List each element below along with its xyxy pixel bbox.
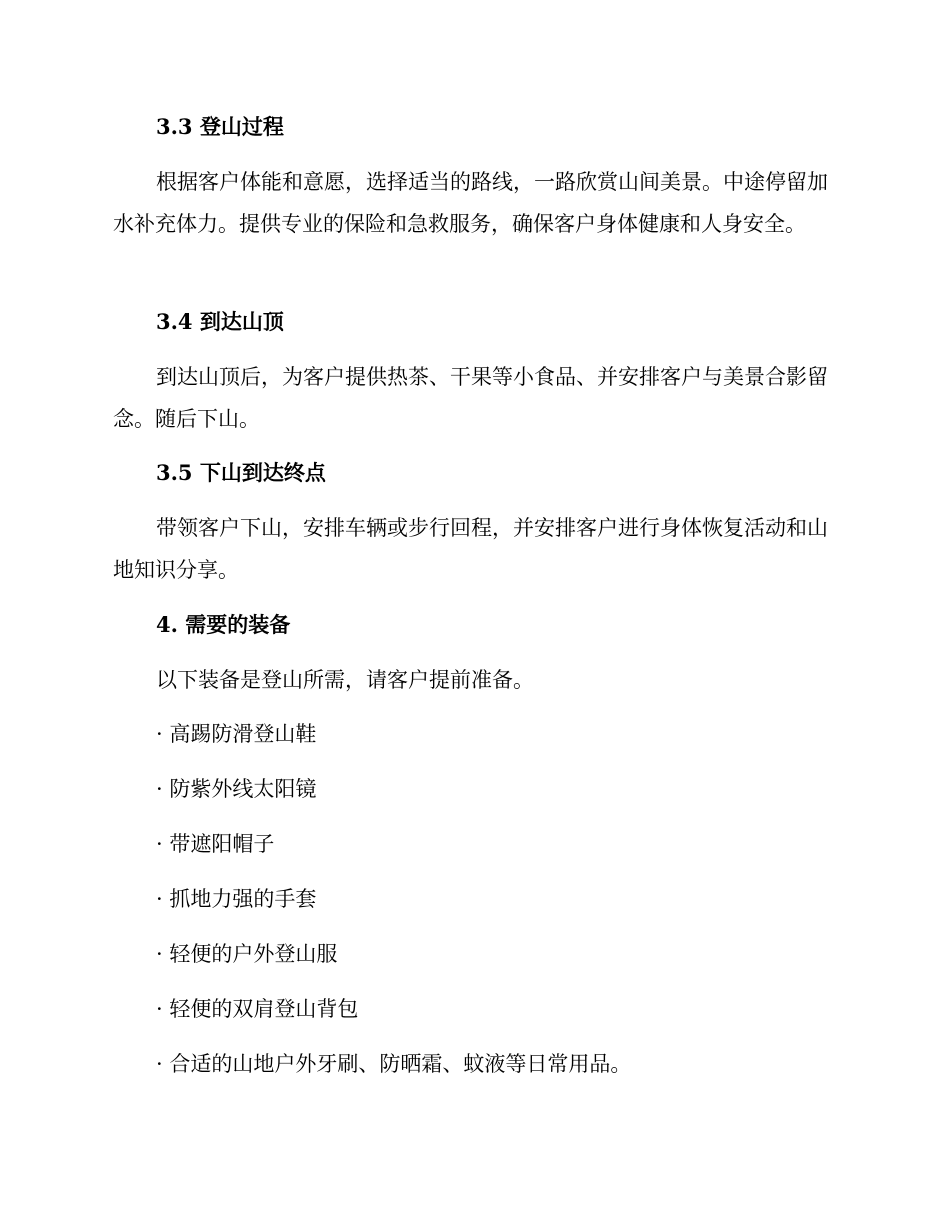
list-item: · 高踢防滑登山鞋 (156, 722, 317, 746)
list-item: · 带遮阳帽子 (156, 832, 275, 856)
section-paragraph-4: 以下装备是登山所需，请客户提前准备。 (156, 668, 534, 692)
list-item: · 轻便的户外登山服 (156, 942, 338, 966)
section-heading-3-4: 3.4 到达山顶 (156, 309, 284, 334)
section-paragraph-3-5: 带领客户下山，安排车辆或步行回程，并安排客户进行身体恢复活动和山地知识分享。 (113, 516, 828, 582)
list-item: · 抓地力强的手套 (156, 887, 317, 911)
list-item: · 轻便的双肩登山背包 (156, 997, 359, 1021)
section-heading-3-5: 3.5 下山到达终点 (156, 460, 326, 485)
section-paragraph-3-4: 到达山顶后，为客户提供热茶、干果等小食品、并安排客户与美景合影留念。随后下山。 (113, 365, 828, 431)
list-item: · 防紫外线太阳镜 (156, 777, 317, 801)
list-item: · 合适的山地户外牙刷、防晒霜、蚊液等日常用品。 (156, 1052, 632, 1076)
section-heading-4: 4. 需要的装备 (156, 612, 291, 637)
section-paragraph-3-3: 根据客户体能和意愿，选择适当的路线，一路欣赏山间美景。中途停留加水补充体力。提供专业的保险和急救服务，确保客户身体健康和人身安全。 (113, 170, 828, 236)
section-heading-3-3: 3.3 登山过程 (156, 114, 284, 139)
